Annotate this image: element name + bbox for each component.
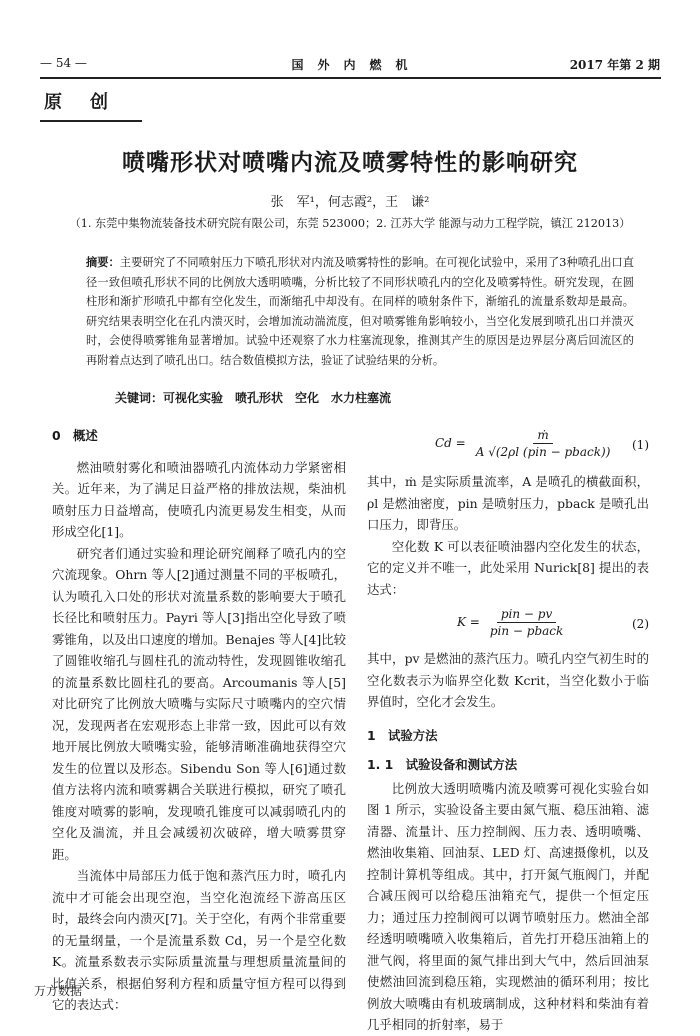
eq2-fraction — [486, 606, 567, 639]
abstract — [86, 253, 634, 371]
eq1-denominator: A √(2ρl (pin − pback)) — [475, 445, 611, 459]
paragraph: 研究者们通过实验和理论研究阐释了喷孔内的空穴流现象。Ohrn 等人[2]通过测量不同的平板喷孔，认为喷孔入口处的形状对流量系数的影响要大于喷孔长径比和喷射压力。Payri 等人[3]指出空化导致了喷雾锥角，以及出口速度的增加。Benajes 等人[4]比较了圆锥收缩孔与圆柱孔的流动特性，发现圆锥收缩孔的流量系数比圆柱孔的要高。Arcoumanis 等人[5]对比研究了比例放大喷嘴与实际尺寸喷嘴内的空穴情况，发现两者在宏观形态上非常一致，因此可以有效地开展比例放大喷嘴实验，能够清晰准确地获得空穴发生的位置以及形态。Sibendu Son 等人[6]通过数值方法将内流和喷雾耦合关联进行模拟，研究了喷孔锥度对喷雾的影响，发现喷孔锥度可以减弱喷孔内的空化及湍流，并且会减缓初次破碎，增大喷雾贯穿距。 — [52, 545, 346, 862]
abstract-text: 主要研究了不同喷射压力下喷孔形状对内流及喷雾特性的影响。在可视化试验中，采用了3种喷孔出口直径一致但喷孔形状不同的比例放大透明喷嘴，分析比较了不同形状喷孔内的空化及喷雾特性。研究发现，在圆柱形和渐扩形喷孔中都有空化发生，而渐缩孔中却没有。在同样的喷射条件下，渐缩孔的流量系数却是最高。研究结果表明空化在孔内溃灭时，会增加流动湍流度，但对喷雾锥角影响较小，当空化发展到喷孔出口并溃灭时，会使得喷雾锥角显著增加。试验中还观察了水力柱塞流现象，推测其产生的原因是边界层分离后回流区的再附着点达到了喷孔出口。结合数值模拟方法，验证了试验结果的分析。 — [86, 256, 634, 367]
paragraph: 其中，ṁ 是实际质量流率，A 是喷孔的横截面积，ρl 是燃油密度，pin 是喷射压力，pback 是喷孔出口压力，即背压。 — [367, 474, 649, 532]
issue-label: 2017 年第 2 期 — [569, 58, 660, 72]
abstract-label: 摘要： — [86, 255, 120, 269]
eq2-numerator: pin − pv — [497, 606, 556, 623]
paragraph: 当流体中局部压力低于饱和蒸汽压力时，喷孔内流中才可能会出现空泡，当空化泡流经下游高压区时，最终会向内溃灭[7]。关于空化，有两个非常重要的无量纲量，一个是流量系数 Cd，另一个是空化数 K。流量系数表示实际质量流量与理想质量流量间的比值关系，根据伯努利方程和质量守恒方程可以得到它的表达式： — [52, 868, 346, 1012]
keywords-text: 可视化实验 喷孔形状 空化 水力柱塞流 — [163, 391, 392, 405]
section-heading-methods: 1 试验方法 — [367, 727, 438, 743]
eq2-number: (2) — [632, 617, 649, 631]
paragraph: 其中，pv 是燃油的蒸汽压力。喷孔内空气初生时的空化数表示为临界空化数 Kcrit，当空化数小于临界值时，空化才会发生。 — [367, 651, 649, 709]
right-column — [367, 425, 649, 1036]
eq2-lhs: K = — [457, 614, 480, 629]
affiliation: （1. 东莞中集物流装备技术研究院有限公司，东莞 523000；2. 江苏大学 能源与动力工程学院，镇江 212013） — [69, 217, 631, 230]
page-number: — 54 — — [40, 56, 87, 70]
equation-1 — [367, 425, 649, 465]
paper-title: 喷嘴形状对喷嘴内流及喷雾特性的影响研究 — [122, 150, 578, 176]
eq1-fraction — [472, 427, 615, 460]
keywords-label: 关键词： — [115, 391, 164, 405]
paragraph: 空化数 K 可以表征喷油器内空化发生的状态，它的定义并不唯一，此处采用 Nurick[8] 提出的表达式： — [367, 538, 649, 597]
eq1-numerator: ṁ — [533, 427, 552, 444]
section-rule — [40, 120, 142, 122]
eq1-number: (1) — [632, 438, 649, 452]
paragraph: 燃油喷射雾化和喷油器喷孔内流体动力学紧密相关。近年来，为了满足日益严格的排放法规，柴油机喷射压力日益增高，使喷孔内流更易发生相变，从而形成空化[1]。 — [52, 459, 346, 539]
subsection-heading-equipment: 1. 1 试验设备和测试方法 — [367, 757, 518, 772]
journal-name: 国 外 内 燃 机 — [291, 58, 409, 72]
section-label: 原创 — [44, 92, 136, 113]
authors: 张 军¹，何志霞²，王 谦² — [270, 195, 430, 210]
section-heading-overview: 0 概述 — [52, 428, 98, 443]
footer-watermark: 万方数据 — [34, 984, 83, 998]
equation-2 — [367, 604, 649, 644]
eq1-lhs: Cd = — [435, 435, 466, 450]
paragraph: 比例放大透明喷嘴内流及喷雾可视化实验台如图 1 所示，实验设备主要由氮气瓶、稳压油箱、滤清器、流量计、压力控制阀、压力表、透明喷嘴、燃油收集箱、回油泵、LED 灯、高速摄像机，以及控制计算机等组成。其中，打开氮气瓶阀门，并配合减压阀可以给稳压油箱充气，提供一个恒定压力；通过压力控制阀可以调节喷射压力。燃油全部经透明喷嘴喷入收集箱后，首先打开稳压油箱上的泄气阀，将里面的氮气排出到大气中，然后回油泵使燃油回流到稳压箱，实现燃油的循环利用；按比例放大喷嘴由有机玻璃制成，这种材料和柴油有着几乎相同的折射率，易于 — [367, 780, 649, 1032]
header-rule — [40, 77, 661, 79]
keywords — [115, 389, 391, 406]
left-column — [52, 425, 346, 1016]
eq2-denominator: pin − pback — [489, 624, 564, 638]
